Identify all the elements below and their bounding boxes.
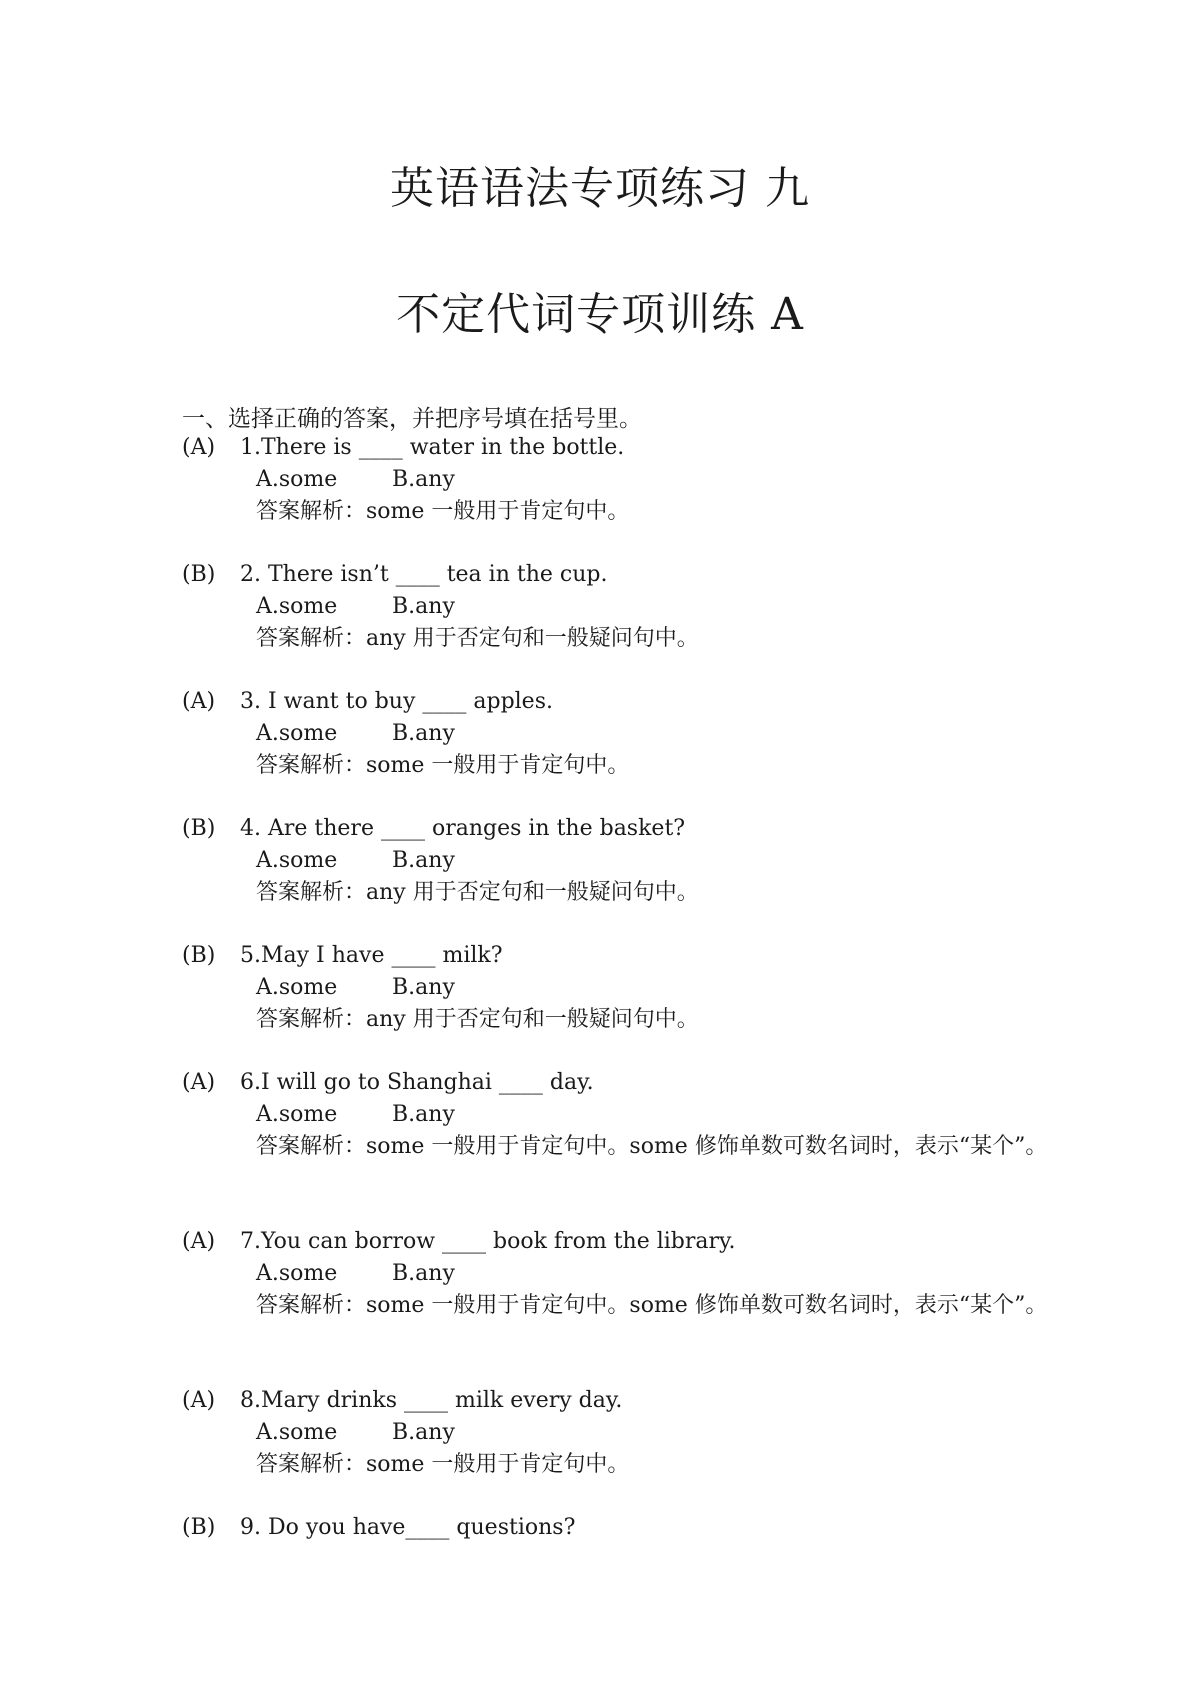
- question-7: [182, 1226, 1062, 1322]
- question-6: [182, 1067, 1062, 1163]
- option-b: B.any: [392, 594, 455, 619]
- explanation: 答案解析：some 一般用于肯定句中。some 修饰单数可数名词时，表示“某个”。: [256, 1134, 1048, 1159]
- explanation: 答案解析：some 一般用于肯定句中。some 修饰单数可数名词时，表示“某个”。: [256, 1293, 1048, 1318]
- question-stem: 7.You can borrow ____ book from the library.: [240, 1229, 736, 1254]
- question-stem: 4. Are there ____ oranges in the basket?: [240, 816, 686, 841]
- option-b: B.any: [392, 467, 455, 492]
- explanation: 答案解析：any 用于否定句和一般疑问句中。: [256, 880, 699, 905]
- question-stem: 6.I will go to Shanghai ____ day.: [240, 1070, 594, 1095]
- answer-label: (B): [182, 816, 216, 841]
- answer-label: (B): [182, 562, 216, 587]
- option-b: B.any: [392, 848, 455, 873]
- option-a: A.some: [256, 721, 338, 746]
- question-5: [182, 940, 1062, 1036]
- explanation: 答案解析：any 用于否定句和一般疑问句中。: [256, 626, 699, 651]
- answer-label: (B): [182, 943, 216, 968]
- question-stem: 2. There isn’t ____ tea in the cup.: [240, 562, 608, 587]
- question-stem: 9. Do you have____ questions?: [240, 1515, 576, 1540]
- question-3: [182, 686, 1062, 782]
- answer-label: (A): [182, 1229, 216, 1254]
- question-stem: 1.There is ____ water in the bottle.: [240, 435, 625, 460]
- answer-label: (A): [182, 435, 216, 460]
- question-stem: 3. I want to buy ____ apples.: [240, 689, 553, 714]
- option-a: A.some: [256, 467, 338, 492]
- option-a: A.some: [256, 1420, 338, 1445]
- question-stem: 8.Mary drinks ____ milk every day.: [240, 1388, 623, 1413]
- explanation: 答案解析：some 一般用于肯定句中。: [256, 753, 630, 778]
- question-4: [182, 813, 1062, 909]
- question-9: [182, 1512, 1062, 1544]
- answer-label: (A): [182, 1388, 216, 1413]
- answer-label: (A): [182, 689, 216, 714]
- option-b: B.any: [392, 1102, 455, 1127]
- option-a: A.some: [256, 975, 338, 1000]
- explanation: 答案解析：any 用于否定句和一般疑问句中。: [256, 1007, 699, 1032]
- answer-label: (B): [182, 1515, 216, 1540]
- explanation: 答案解析：some 一般用于肯定句中。: [256, 499, 630, 524]
- option-b: B.any: [392, 1261, 455, 1286]
- option-a: A.some: [256, 1261, 338, 1286]
- option-b: B.any: [392, 1420, 455, 1445]
- option-a: A.some: [256, 1102, 338, 1127]
- question-1: [182, 432, 1062, 528]
- option-a: A.some: [256, 594, 338, 619]
- question-stem: 5.May I have ____ milk?: [240, 943, 503, 968]
- explanation: 答案解析：some 一般用于肯定句中。: [256, 1452, 630, 1477]
- answer-label: (A): [182, 1070, 216, 1095]
- option-a: A.some: [256, 848, 338, 873]
- option-b: B.any: [392, 721, 455, 746]
- page-title: 英语语法专项练习 九: [390, 163, 810, 214]
- question-2: [182, 559, 1062, 655]
- section-heading: 一、选择正确的答案，并把序号填在括号里。: [182, 406, 642, 432]
- question-8: [182, 1385, 1062, 1481]
- page-subtitle: 不定代词专项训练 A: [396, 289, 804, 340]
- option-b: B.any: [392, 975, 455, 1000]
